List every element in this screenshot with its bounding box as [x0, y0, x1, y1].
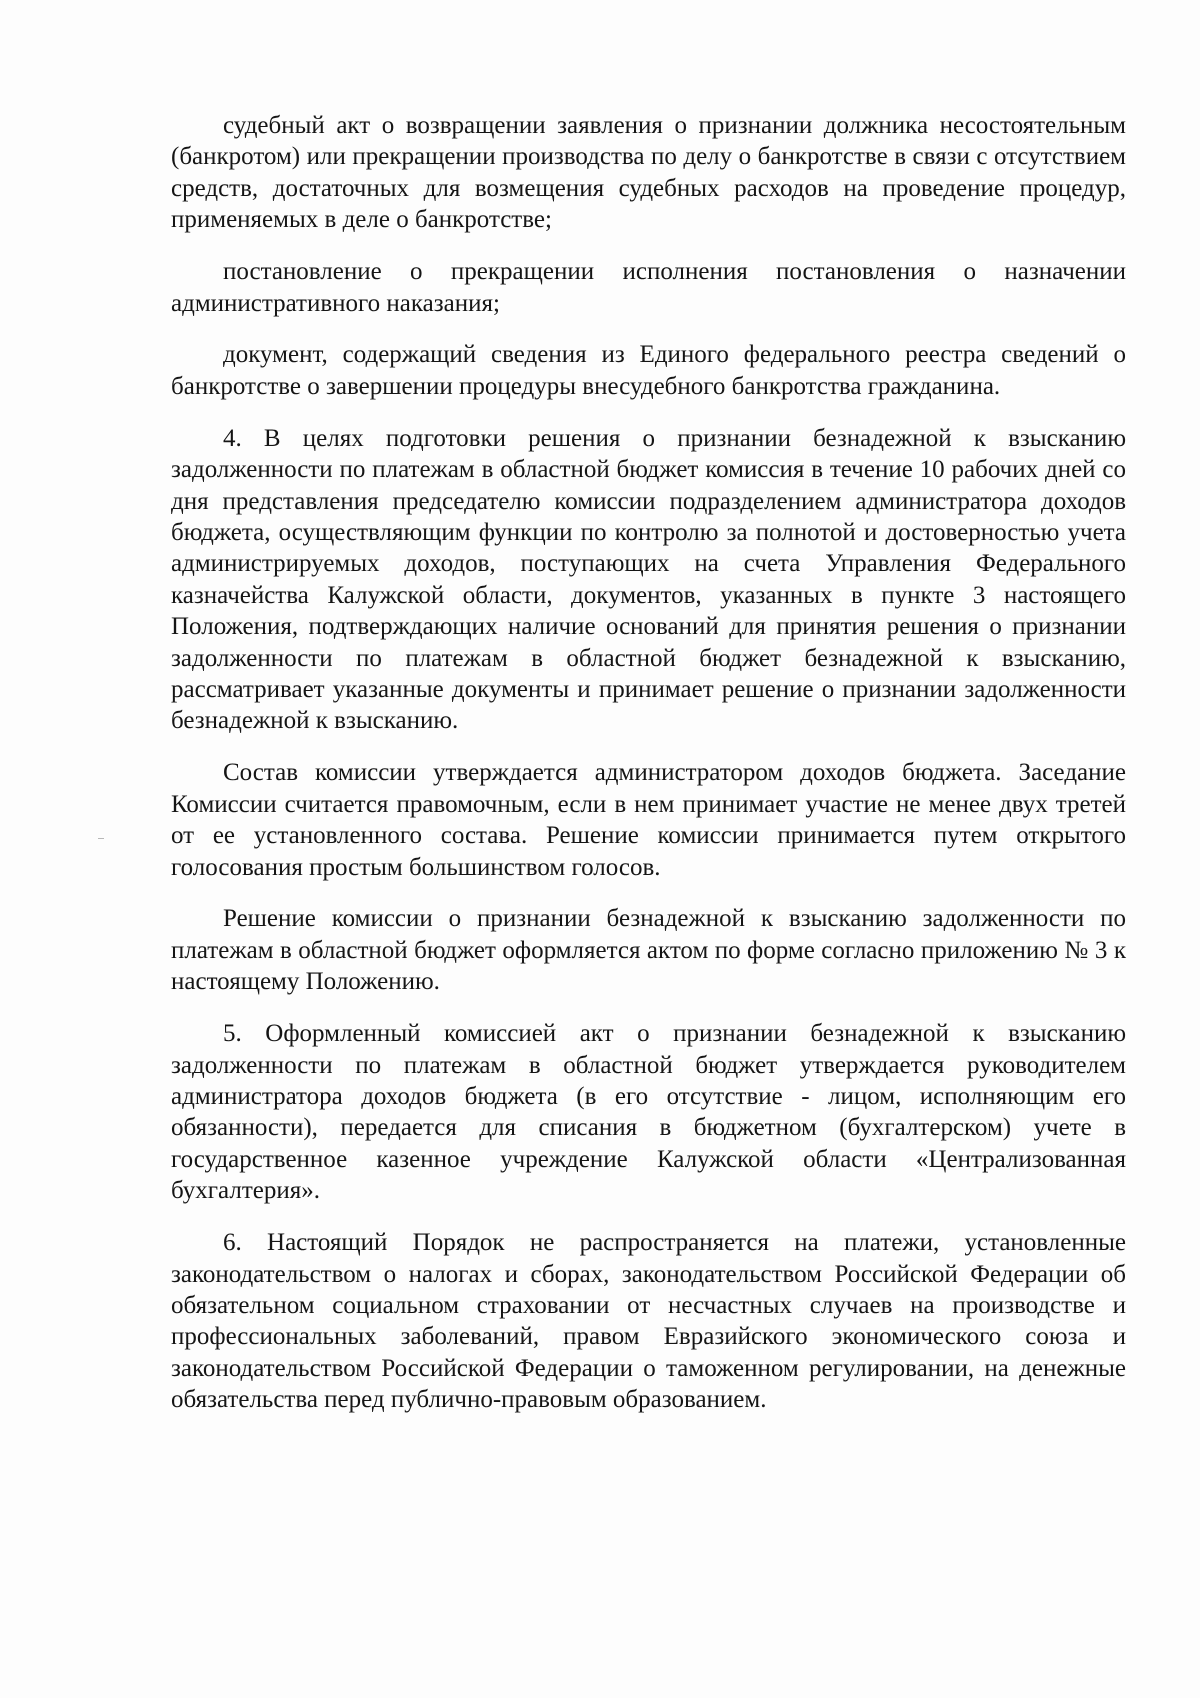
- paragraph-commission-decision: Решение комиссии о признании безнадежной к взысканию задолженности по платежам в областной бюджет оформляется актом по форме согласно приложению № 3 к настоящему Положению.: [171, 905, 1126, 996]
- paragraph-commission-composition: Состав комиссии утверждается администратором доходов бюджета. Заседание Комиссии считается правомочным, если в нем принимает участие не менее двух третей от ее установленного состава. Решение комиссии принимается путем открытого голосования простым большинством голосов.: [171, 759, 1126, 881]
- paragraph-resolution-termination: постановление о прекращении исполнения постановления о назначении административного наказания;: [171, 258, 1126, 317]
- paragraph-section-6: 6. Настоящий Порядок не распространяется на платежи, установленные законодательством о налогах и сборах, законодательством Российской Федерации об обязательном социальном страховании от несчастных случаев на производстве и профессиональных заболеваний, правом Евразийского экономического союза и законодательством Российской Федерации о таможенном регулировании, на денежные обязательства перед публично-правовым образованием.: [171, 1229, 1126, 1414]
- paragraph-section-4: 4. В целях подготовки решения о признании безнадежной к взысканию задолженности по платежам в областной бюджет комиссия в течение 10 рабочих дней со дня представления председателю комиссии подразделением администратора доходов бюджета, осуществляющим функции по контролю за полнотой и достоверностью учета администрируемых доходов, поступающих на счета Управления Федерального казначейства Калужской области, документов, указанных в пункте 3 настоящего Положения, подтверждающих наличие оснований для принятия решения о признании задолженности по платежам в областной бюджет безнадежной к взысканию, рассматривает указанные документы и принимает решение о признании задолженности безнадежной к взысканию.: [171, 424, 1126, 735]
- scan-artifact: [98, 838, 104, 839]
- paragraph-section-5: 5. Оформленный комиссией акт о признании безнадежной к взысканию задолженности по платежам в областной бюджет утверждается руководителем администратора доходов бюджета (в его отсутствие - лицом, исполняющим его обязанности), передается для списания в бюджетном (бухгалтерском) учете в государственное казенное учреждение Калужской области «Централизованная бухгалтерия».: [171, 1020, 1126, 1205]
- paragraph-bankruptcy-registry: документ, содержащий сведения из Единого федерального реестра сведений о банкротстве о завершении процедуры внесудебного банкротства гражданина.: [171, 341, 1126, 400]
- paragraph-court-act: судебный акт о возвращении заявления о признании должника несостоятельным (банкротом) или прекращении производства по делу о банкротстве в связи с отсутствием средств, достаточных для возмещения судебных расходов на проведение процедур, применяемых в деле о банкротстве;: [171, 112, 1126, 234]
- document-body: [171, 110, 1126, 1436]
